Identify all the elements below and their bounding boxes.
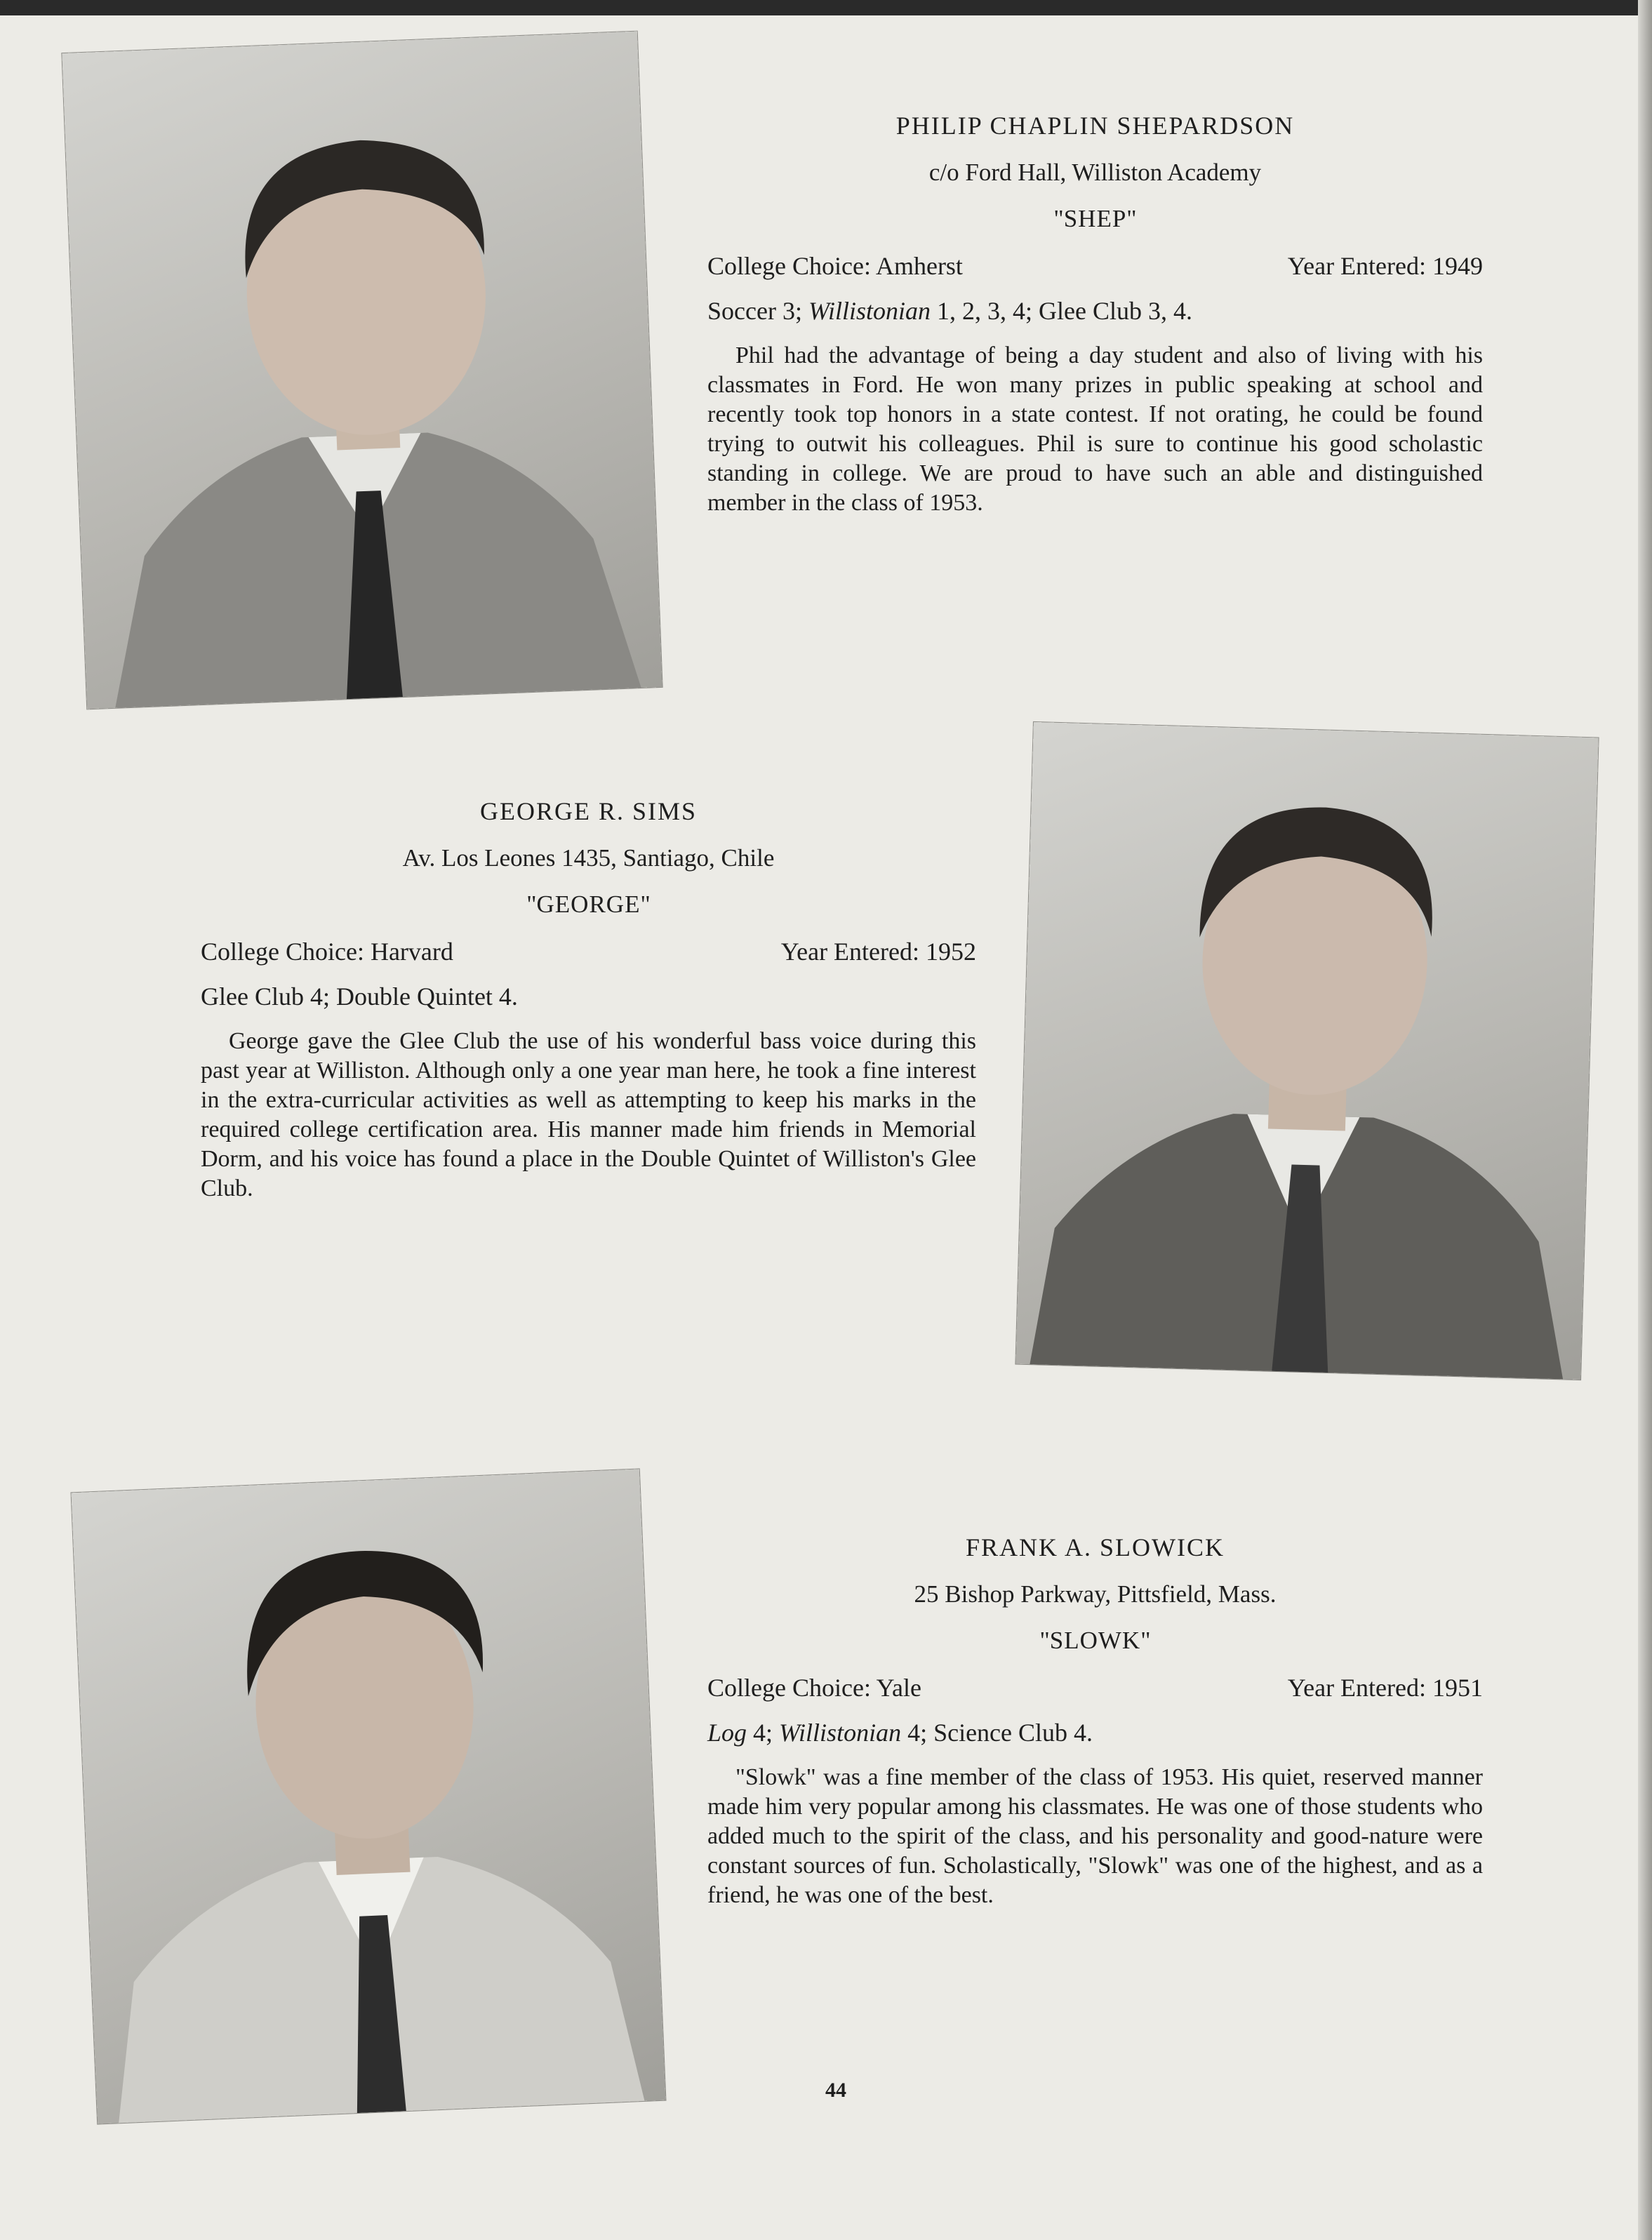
student-entry-sims [201,796,976,1204]
student-name: PHILIP CHAPLIN SHEPARDSON [895,112,1295,140]
student-nickname: "SLOWK" [1039,1627,1151,1654]
activities-italic: Willistonian [808,297,931,325]
portrait-photo-slowick [72,1469,666,2124]
student-name: FRANK A. SLOWICK [965,1533,1225,1561]
student-bio: "Slowk" was a fine member of the class of 1953. His quiet, reserved manner made him very popular among his classmates. He was one of those students who added much to the spirit of the class, and his personality and good-nature were constant sources of fun. Scholastically, "Slowk" was one of the highest, and as a friend, he was one of the best. [707,1764,1483,1908]
student-address: c/o Ford Hall, Williston Academy [928,159,1262,186]
student-meta-row [707,251,1483,281]
student-address: 25 Bishop Parkway, Pittsfield, Mass. [914,1580,1277,1608]
student-nickname: "GEORGE" [526,891,651,918]
student-entry-shepardson [707,111,1483,518]
college-choice: College Choice: Yale [707,1674,921,1702]
student-bio: George gave the Glee Club the use of his wonderful bass voice during this past year at Williston. Although only a one year man here, he took a fine interest in the extra-curricular activities as well as attempting to keep his marks in the required college certification area. His manner made him friends in Memorial Dorm, and his voice has found a place in the Double Quintet of Williston's Glee Club. [201,1028,976,1201]
activities-part: 4; [747,1719,780,1747]
scan-right-edge [1638,0,1652,2240]
student-nickname: "SHEP" [1053,205,1137,232]
scan-top-border [0,0,1652,15]
year-entered: Year Entered: 1951 [1287,1674,1483,1702]
portrait-photo-shepardson [62,32,662,709]
student-activities [707,1718,1483,1747]
student-address: Av. Los Leones 1435, Santiago, Chile [402,844,775,872]
activities-part: 4; Science Club 4. [901,1719,1093,1747]
page-number: 44 [825,2079,846,2102]
student-activities: Glee Club 4; Double Quintet 4. [201,982,518,1011]
year-entered: Year Entered: 1949 [1287,252,1483,280]
college-choice: College Choice: Harvard [201,938,453,966]
activities-italic: Willistonian [779,1719,902,1747]
student-meta-row [707,1673,1483,1702]
portrait-photo-sims [1015,722,1598,1380]
college-choice: College Choice: Amherst [707,252,963,280]
student-name: GEORGE R. SIMS [479,797,698,825]
nickname-text: GEORGE [536,891,641,918]
activities-part: Soccer 3; [707,297,808,325]
nickname-text: SHEP [1063,205,1127,232]
student-activities [707,296,1483,326]
student-entry-slowick [707,1533,1483,1910]
nickname-text: SLOWK [1049,1627,1141,1654]
student-meta-row [201,937,976,966]
student-bio: Phil had the advantage of being a day student and also of living with his classmates in Ford. He won many prizes in public speaking at school and recently took top honors in a state contest. If not orating, he could be found trying to outwit his colleagues. Phil is sure to continue his good scholastic standing in college. We are proud to have such an able and distinguished member in the class of 1953. [707,342,1483,516]
activities-part: 1, 2, 3, 4; Glee Club 3, 4. [930,297,1192,325]
year-entered: Year Entered: 1952 [780,938,976,966]
activities-italic: Log [707,1719,747,1747]
